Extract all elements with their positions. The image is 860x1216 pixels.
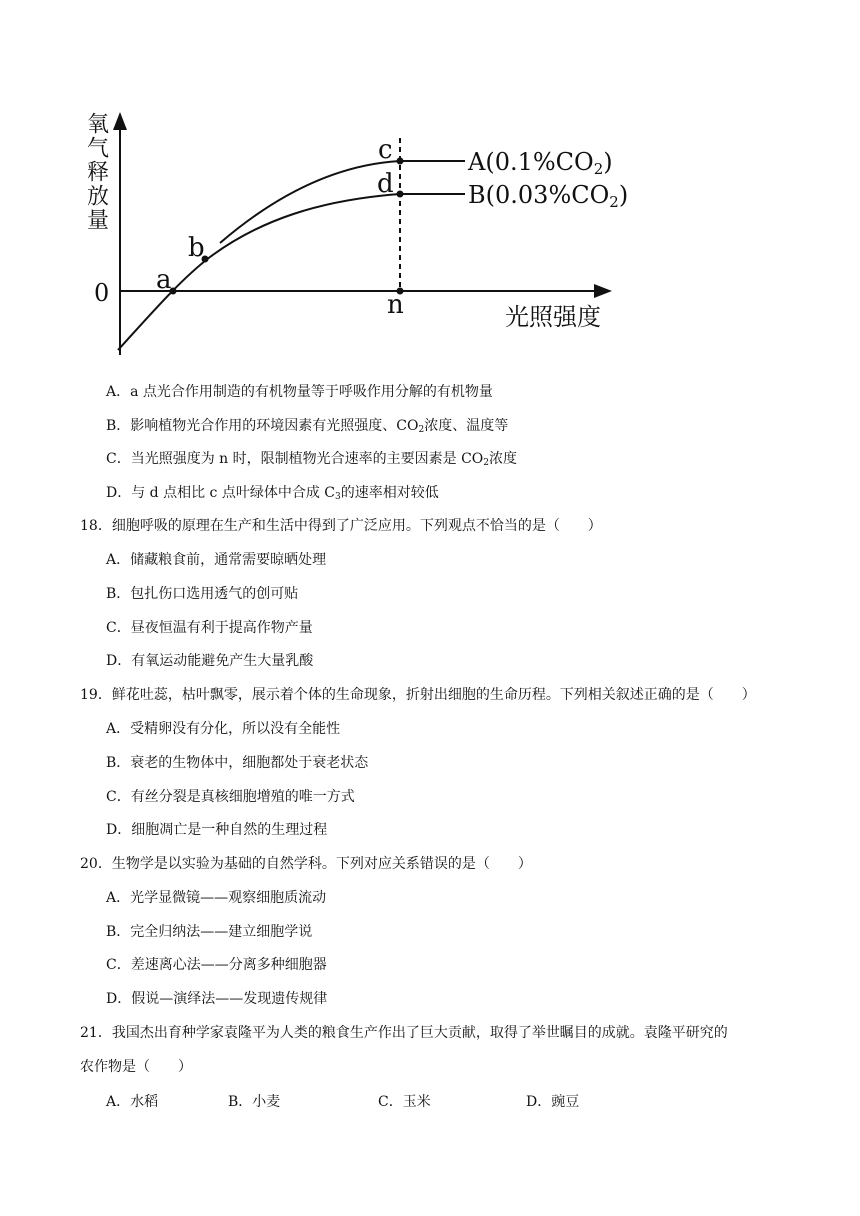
q20-option-a: A．光学显微镜——观察细胞质流动 <box>106 890 327 906</box>
oxygen-release-graph <box>80 100 640 360</box>
q17-option-b: B．影响植物光合作用的环境因素有光照强度、$CO_2$浓度、温度等 <box>106 418 509 435</box>
curve-a-label: A(0.1%CO2) <box>468 148 613 178</box>
q21-option-a: A．水稻 <box>106 1094 159 1110</box>
q18-stem: 18．细胞呼吸的原理在生产和生活中得到了广泛应用。下列观点不恰当的是（ ） <box>80 518 602 534</box>
q19-option-c: C．有丝分裂是真核细胞增殖的唯一方式 <box>106 789 355 805</box>
q21-option-d: D．豌豆 <box>526 1094 580 1110</box>
q18-option-b: B．包扎伤口选用透气的创可贴 <box>106 586 299 602</box>
point-a-label: a <box>156 265 172 295</box>
point-n-label: n <box>387 290 404 320</box>
q21-option-b: B．小麦 <box>228 1094 281 1110</box>
y-axis-label: 氧气释放量 <box>83 112 109 232</box>
x-axis-arrow <box>594 284 612 298</box>
point-d-marker <box>397 191 404 198</box>
y-axis-arrow <box>113 112 127 130</box>
q18-option-a: A．储藏粮食前，通常需要晾晒处理 <box>106 552 327 568</box>
q17-option-c: C．当光照强度为 n 时，限制植物光合速率的主要因素是 $CO_2$浓度 <box>106 451 518 468</box>
q19-stem: 19．鲜花吐蕊，枯叶飘零，展示着个体的生命现象，折射出细胞的生命历程。下列相关叙述正确的是（ ） <box>80 687 756 703</box>
q17-option-a: A．a 点光合作用制造的有机物量等于呼吸作用分解的有机物量 <box>106 384 493 400</box>
q20-stem: 20．生物学是以实验为基础的自然学科。下列对应关系错误的是（ ） <box>80 856 532 872</box>
q21-stem-line2: 农作物是（ ） <box>80 1059 192 1075</box>
q21-stem-line1: 21．我国杰出育种学家袁隆平为人类的粮食生产作出了巨大贡献，取得了举世瞩目的成就。袁隆平研究的 <box>80 1025 728 1041</box>
point-b-label: b <box>188 233 205 263</box>
q20-option-d: D．假说—演绎法——发现遗传规律 <box>106 991 328 1007</box>
q19-option-b: B．衰老的生物体中，细胞都处于衰老状态 <box>106 755 369 771</box>
q19-option-d: D．细胞凋亡是一种自然的生理过程 <box>106 822 328 838</box>
x-axis-label: 光照强度 <box>505 303 601 331</box>
q21-option-c: C．玉米 <box>378 1094 431 1110</box>
point-c-label: c <box>378 135 393 165</box>
q19-option-a: A．受精卵没有分化，所以没有全能性 <box>106 721 341 737</box>
q18-option-c: C．昼夜恒温有利于提高作物产量 <box>106 620 313 636</box>
q20-option-c: C．差速离心法——分离多种细胞器 <box>106 957 327 973</box>
q18-option-d: D．有氧运动能避免产生大量乳酸 <box>106 653 314 669</box>
origin-label: 0 <box>94 279 110 307</box>
q20-option-b: B．完全归纳法——建立细胞学说 <box>106 924 313 940</box>
point-d-label: d <box>377 169 394 199</box>
q17-option-d: D．与 d 点相比 c 点叶绿体中合成 $C_3$的速率相对较低 <box>106 485 439 502</box>
point-c-marker <box>397 158 404 165</box>
curve-b-label: B(0.03%CO2) <box>468 181 629 211</box>
